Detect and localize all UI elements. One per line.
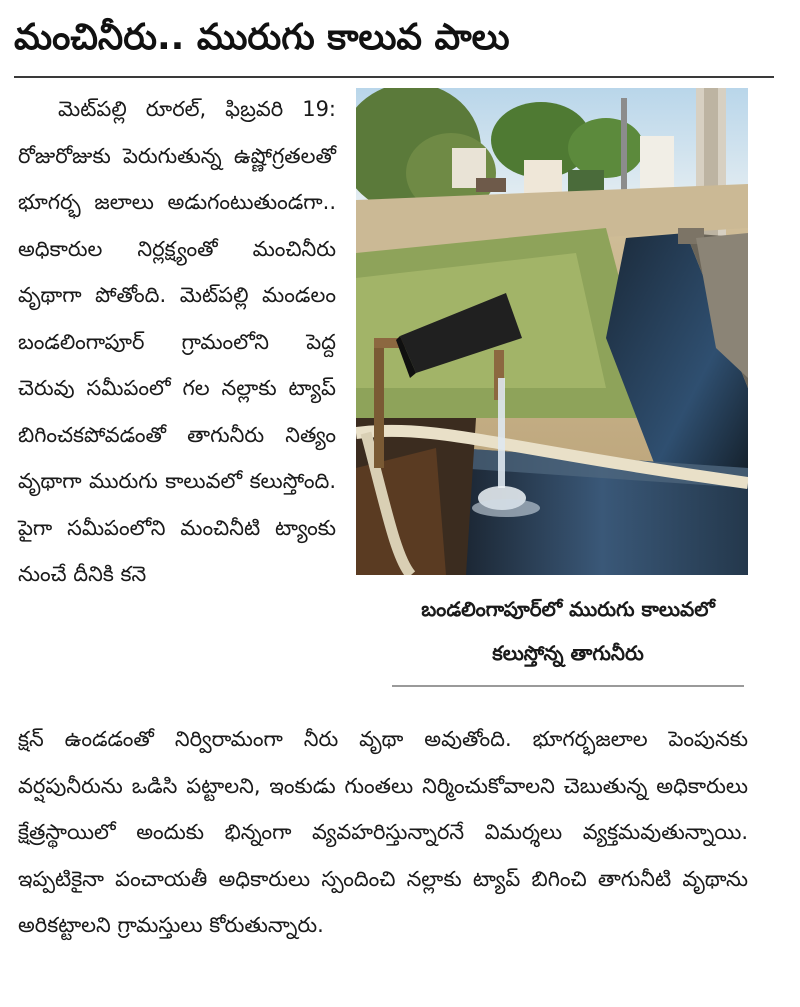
photo-caption: బండలింగాపూర్‌లో మురుగు కాలువలో కలుస్తోన్న తాగునీరు [421, 597, 715, 665]
headline-divider [14, 76, 774, 78]
article-paragraph-full: క్షన్ ఉండడంతో నిర్విరామంగా నీరు వృథా అవుతోంది. భూగర్భజలాల పెంపునకు వర్షపునీరును ఒడిసి పట్టాలని, ఇంకుడు గుంతలు నిర్మించుకోవాలని చెబుతున్న అధికారులు క్షేత్రస్థాయిలో అందుకు భిన్నంగా వ్యవహరిస్తున్నారనే విమర్శలు వ్యక్తమవుతున్నాయి. ఇప్పటికైనా పంచాయతీ అధికారులు స్పందించి నల్లాకు ట్యాప్ బిగించి తాగునీటి వృథాను అరికట్టాలని గ్రామస్తులు కోరుతున్నారు. [18, 727, 748, 937]
article-paragraph-column: మెట్‌పల్లి రూరల్, ఫిబ్రవరి 19: రోజురోజుకు పెరుగుతున్న ఉష్ణోగ్రతలతో భూగర్భ జలాలు అడుగంటుతుండగా.. అధికారుల నిర్లక్ష్యంతో మంచినీరు వృథాగా పోతోంది. మెట్‌పల్లి మండలం బండలింగాపూర్ గ్రామంలోని పెద్ద చెరువు సమీపంలో గల నల్లాకు ట్యాప్ బిగించకపోవడంతో తాగునీరు నిత్యం వృథాగా మురుగు కాలువలో కలుస్తోంది. పైగా సమీపంలోని మంచినీటి ట్యాంకు నుంచే దీనికి కనె [18, 97, 336, 586]
caption-divider [392, 685, 744, 687]
news-photo [356, 88, 748, 575]
headline: మంచినీరు.. మురుగు కాలువ పాలు [14, 17, 510, 58]
article-column [18, 86, 336, 598]
article-full-width [18, 716, 748, 949]
